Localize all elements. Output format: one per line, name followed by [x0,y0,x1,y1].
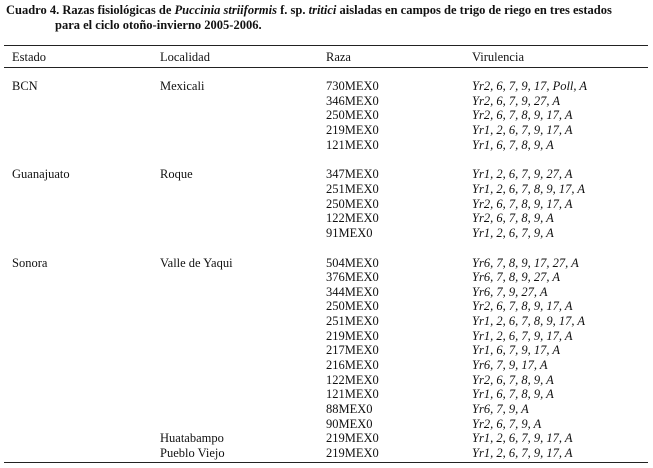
cell-virulencia: Yr1, 6, 7, 8, 9, A [472,137,554,152]
table-header-rule [4,67,648,68]
cell-virulencia: Yr1, 2, 6, 7, 9, 27, A [472,167,573,182]
cell-raza: 122MEX0 [326,211,379,226]
cell-raza: 376MEX0 [326,270,379,285]
cell-virulencia: Yr2, 6, 7, 9, A [472,416,542,431]
caption-text-3: aisladas en campos de trigo de riego en tres estados [336,3,612,17]
cell-raza: 344MEX0 [326,284,379,299]
header-estado: Estado [12,50,47,64]
cell-virulencia: Yr2, 6, 7, 8, 9, 17, A [472,108,573,123]
cell-virulencia: Yr1, 6, 7, 8, 9, A [472,387,554,402]
cell-virulencia: Yr2, 6, 7, 8, 9, 17, A [472,196,573,211]
cell-virulencia: Yr6, 7, 8, 9, 17, 27, A [472,255,579,270]
cell-virulencia: Yr2, 6, 7, 8, 9, A [472,211,554,226]
cell-raza: 251MEX0 [326,314,379,329]
cell-raza: 219MEX0 [326,445,379,460]
cell-virulencia: Yr2, 6, 7, 8, 9, A [472,372,554,387]
caption-forma: tritici [308,3,337,17]
cell-raza: 250MEX0 [326,299,379,314]
cell-virulencia: Yr2, 6, 7, 9, 27, A [472,93,560,108]
cell-estado: BCN [12,79,38,93]
table-caption [6,3,646,33]
cell-virulencia: Yr1, 2, 6, 7, 9, 17, A [472,123,573,137]
table-bottom-rule [4,462,648,463]
header-virulencia: Virulencia [472,50,525,64]
cell-raza: 347MEX0 [326,167,379,182]
cell-raza: 90MEX0 [326,416,373,431]
cell-virulencia: Yr1, 6, 7, 9, 17, A [472,343,560,358]
cell-raza: 88MEX0 [326,402,373,416]
cell-raza: 216MEX0 [326,358,379,372]
cell-virulencia: Yr1, 2, 6, 7, 9, 17, A [472,328,573,343]
cell-raza: 219MEX0 [326,328,379,343]
caption-line-2: para el ciclo otoño-invierno 2005-2006. [55,18,262,32]
cell-virulencia: Yr6, 7, 9, 27, A [472,284,548,299]
cell-virulencia: Yr1, 2, 6, 7, 9, 17, A [472,431,573,446]
cell-virulencia: Yr1, 2, 6, 7, 8, 9, 17, A [472,181,585,196]
cell-virulencia: Yr6, 7, 8, 9, 27, A [472,270,560,285]
header-raza: Raza [326,50,351,64]
table-top-rule [4,45,648,46]
cell-raza: 730MEX0 [326,79,379,93]
cell-localidad: Roque [160,167,193,182]
cell-estado: Guanajuato [12,167,70,182]
cell-raza: 346MEX0 [326,93,379,108]
caption-label: Cuadro 4. [6,3,60,17]
cell-virulencia: Yr1, 2, 6, 7, 9, 17, A [472,445,573,460]
cell-virulencia: Yr2, 6, 7, 9, 17, Poll, A [472,79,588,93]
cell-raza: 122MEX0 [326,372,379,387]
cell-virulencia: Yr1, 2, 6, 7, 8, 9, 17, A [472,314,585,329]
caption-species: Puccinia striiformis [174,3,277,17]
cell-raza: 251MEX0 [326,181,379,196]
cell-estado: Sonora [12,255,48,270]
cell-localidad: Mexicali [160,79,205,93]
caption-text-2: f. sp. [277,3,309,17]
cell-raza: 219MEX0 [326,431,379,446]
cell-raza: 250MEX0 [326,196,379,211]
cell-localidad: Pueblo Viejo [160,445,225,460]
cell-localidad: Valle de Yaqui [160,255,233,270]
cell-localidad: Huatabampo [160,431,224,446]
cell-raza: 504MEX0 [326,255,379,270]
cell-virulencia: Yr2, 6, 7, 8, 9, 17, A [472,299,573,314]
cell-raza: 219MEX0 [326,123,379,137]
cell-raza: 91MEX0 [326,225,373,240]
cell-virulencia: Yr6, 7, 9, A [472,402,529,416]
cell-virulencia: Yr6, 7, 9, 17, A [472,358,548,372]
cell-raza: 217MEX0 [326,343,379,358]
header-localidad: Localidad [160,50,210,64]
cell-virulencia: Yr1, 2, 6, 7, 9, A [472,225,554,240]
cell-raza: 121MEX0 [326,137,379,152]
caption-text-1: Razas fisiológicas de [59,3,175,17]
cell-raza: 121MEX0 [326,387,379,402]
cell-raza: 250MEX0 [326,108,379,123]
